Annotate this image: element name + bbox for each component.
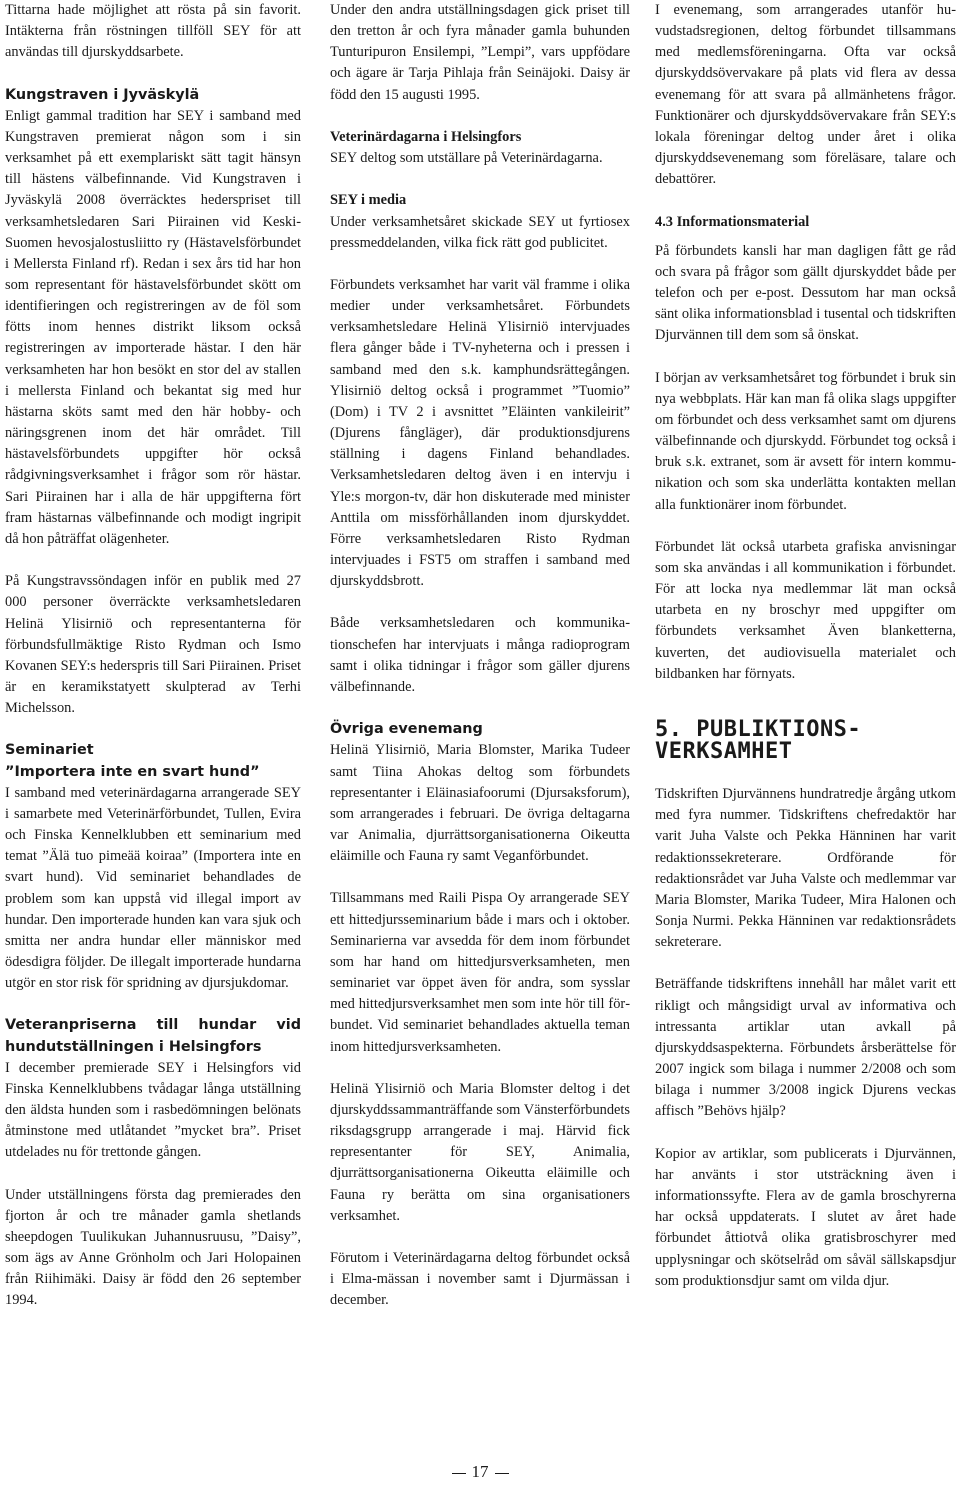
paragraph: På Kungstravssöndagen inför en publik med 27 000 personer överräckte verksamhetsledaren Helinä Ylisirniö och representanterna för förbundsfullmäktige Risto Rydman och Ismo Kovanen SEY:s hederspris till Sari Piirainen. Priset är en keramikstatyett skulpterad av Terhi Michelsson.	[5, 573, 301, 717]
section-subheading-seminariet: ”Importera inte en svart hund”	[5, 763, 260, 780]
column-2	[330, 0, 630, 1312]
paragraph: Tittarna hade möjlighet att rösta på sin favorit. Intäkterna från röstningen tillföll SEY för att användas till djurskyddsarbete.	[5, 2, 301, 61]
paragraph: Tidskriften Djurvännens hundratredje årgång utkom med fyra nummer. Tidskriftens chefredaktör har varit Juha Valste och Pekka Hänninen har varit redaktionssekreterare. Ordförande för redaktionsrådet var Juha Valste och medlemmar var Maria Blomster, Marika Tudeer, Mira Halonen och Sonja Nurmi. Pekka Hänninen var redaktionsrådets sekreterare.	[655, 786, 956, 951]
section-heading-veteranpriserna: Veteranpriserna till hundar vid hundutställningen i Helsingfors	[5, 1017, 301, 1055]
paragraph: I början av verksamhetsåret tog förbundet i bruk sin nya webbplats. Här kan man få olika slags uppgifter om förbundet och dess verksamhet samt om djurens välbefinnande och djurskydd. Förbundet tog också i bruk s.k. extranet, som är avsett för intern kommunikation och som ska underlätta kontakten mellan alla funktionärer inom förbundet.	[655, 369, 956, 513]
paragraph: På förbundets kansli har man dagligen fått ge råd och svara på frågor som gällt djurskyddet både per telefon och per e-post. Dessutom har man också sänt olika informationsblad i tusental och tidskriften Djurvännen till dem som så önskat.	[655, 242, 956, 344]
section-heading-media: SEY i media	[330, 192, 407, 209]
page-footer	[0, 1462, 960, 1482]
paragraph: Både verksamhetsledaren och kommunikationschefen har intervjuats i många radioprogram samt i olika tidningar i frågor som gäller djurens välbefinnande.	[330, 615, 630, 695]
paragraph: Helinä Ylisirniö och Maria Blomster deltog i det djurskyddssammanträffande som Vänsterförbundets riksdagsgrupp arrangerade i maj. Härvid fick representanter för SEY, Animalia, djurrättsorganisationerna Oikeutta eläimille och Fauna ry berätta om sina organisationers verksamhet.	[330, 1080, 631, 1224]
paragraph: Förbundet lät också utarbeta grafiska anvisningar som ska användas i all kommunikation i förbundet. För att locka nya medlemmar lät man också utarbeta en ny broschyr med uppgifter om förbundets verksamhet Även blanketterna, kuverten, det audiovisuella materialet och bildbanken har förnyats.	[655, 538, 956, 682]
section-heading-informationsmaterial: 4.3 Informationsmaterial	[655, 213, 810, 230]
column-1	[5, 0, 301, 1312]
paragraph: SEY deltog som utställare på Veterinärdagarna.	[330, 150, 603, 167]
paragraph: I samband med veterinärdagarna arrangerade SEY i samarbete med Veterinärförbundet, Tullen, Evira och Finska Kennelklubben ett seminarium med temat ”Älä tuo pimeää koiraa” (Importera inte en svart hund). Vid seminariet behandlades de problem som kan uppstå vid illegal import av hundar. Den importerade hunden kan vara sjuk och smitta ner andra hundar eller människor med ödesdigra följder. De illegalt importerade hundarna utgör en stor risk för spridning av djursjukdomar.	[5, 784, 301, 992]
paragraph: Beträffande tidskriftens innehåll har målet varit ett rikligt och mångsidigt urval av informativa och intressanta artiklar utan avkall på djurskyddsaspekterna. Förbundets årsberättelse för 2007 ingick som bilaga i nummer 2/2008 och som bilaga i nummer 3/2008 ingick Djurens veckas affisch ”Behövs hjälp?	[655, 976, 956, 1120]
paragraph: Under verksamhetsåret skickade SEY ut fyrtiosex pressmeddelanden, vilka fick rätt god publicitet.	[330, 213, 630, 251]
paragraph: Helinä Ylisirniö, Maria Blomster, Marika Tudeer samt Tiina Ahokas deltog som förbundets representanter i Eläinasiafoorumi (Djursaksforum), som arrangerades i februari. De övriga deltagarna var Animalia, djurrättsorganisationerna Oikeutta eläimille och Fauna ry samt Veganförbundet.	[330, 742, 630, 865]
paragraph: Under utställningens första dag premierades den fjorton år och tre månader gamla shetlands sheepdogen Tuulikukan Juhannusruusu, ”Daisy”, som ägs av Anne Grönholm och Jari Holopainen från Riihimäki. Daisy är född den 26 september 1994.	[5, 1186, 301, 1309]
column-3	[655, 0, 956, 1292]
paragraph: I evenemang, som arrangerades utanför huvudstadsregionen, deltog förbundet tillsammans med medlemsföreningarna. Ofta var också djurskyddsövervakare på plats vid flera av dessa evenemang för att svara på allmänhetens frågor. Funktionärer och djurskyddsövervakare från SEY:s lokala föreningar deltog under året i olika djurskyddsevenemang som föreläsare, talare och debattörer.	[655, 2, 956, 188]
section-heading-ovriga-evenemang: Övriga evenemang	[330, 721, 483, 738]
section-heading-veterinardagarna: Veterinärdagarna i Helsingfors	[330, 128, 522, 145]
paragraph: Enligt gammal tradition har SEY i samband med Kungstraven premierat någon som i sin verksamhet på ett exemplariskt sätt tagit hänsyn till hästens välbefinnande. Vid Kungstraven i Jyväskylä 2008 överräcktes hederspriset till verksamhetsledaren Sari Piirainen vid Keski-Suomen hevosjalostusliitto ry (Hästavelsförbundet i Mellersta Finland rf). Redan i sex års tid har hon som representant för hästavelsförbundet skött om identifieringen och registreringen av de föl som fötts inom hennes distrikt liksom också registreringen av importerade hästar. I den här verksamheten har hon besökt en stor del av stallen i mellersta Finland och bekantat sig med hur hästarna sköts samt med den här hobby- och näringsgrenen inom det här området. Till hästavelsförbundets uppgifter hör också rådgivningsverksamhet i frågor som rör hästar. Sari Piirainen har i alla de här uppgifterna fört fram hästarnas välbefinnande och modigt ingripit då hon påträffat olägenheter.	[5, 107, 301, 547]
section-heading-kungstraven: Kungstraven i Jyväskylä	[5, 86, 200, 103]
page-number: 17	[471, 1462, 489, 1481]
footer-dash-right	[495, 1473, 509, 1474]
paragraph: Förutom i Veterinärdagarna deltog förbundet också i Elma-mässan i november samt i Djurmässan i december.	[330, 1250, 630, 1309]
chapter-heading-publiktionsverksamhet: 5. PUBLIKTIONS- VERKSAMHET	[655, 716, 862, 764]
paragraph: Kopior av artiklar, som publicerats i Djurvännen, har använts i stor utsträckning även i informationssyfte. Flera av de gamla broschyrerna har också uppdaterats. I slutet av året hade förbundet åttiotvå olika gratisbroschyrer med upplysningar och skötselråd om såväl sällskapsdjur som produktionsdjur samt om vilda djur.	[655, 1145, 956, 1289]
section-heading-seminariet: Seminariet	[5, 742, 94, 759]
footer-dash-left	[452, 1473, 466, 1474]
paragraph: Under den andra utställningsdagen gick priset till den tretton år och fyra månader gamla buhunden Tunturipuron Ensilempi, ”Lempi”, vars uppfödare och ägare är Tarja Pihlaja från Seinäjoki. Daisy är född den 15 augusti 1995.	[330, 2, 630, 103]
paragraph: Förbundets verksamhet har varit väl framme i olika medier under verksamhetsåret. Förbundets verksamhetsledare Helinä Ylisirniö intervjuades flera gånger både i TV-nyheterna och i pressen i samband med den s.k. kamphundsrättegången. Ylisirniö deltog också i programmet ”Tuomio” (Dom) i TV 2 i avsnittet ”Eläinten vankileirit” (Djurens fångläger), där produktionsdjurens ställning i dagens Finland behandlades. Verksamhetsledaren deltog även i en intervju i Yle:s morgon-tv, där hon diskuterade med minister Anttila om missförhållanden inom djurskyddet. Förre verksamhetsledaren Risto Rydman intervjuades i FST5 om straffen i samband med djurskyddsbrott.	[330, 276, 630, 590]
paragraph: I december premierade SEY i Helsingfors vid Finska Kennelklubbens tvådagar långa utställning den äldsta hunden som i rasbedömningen belönats åtminstone med utlåtandet ”mycket bra”. Priset utdelades nu för trettonde gången.	[5, 1059, 301, 1161]
paragraph: Tillsammans med Raili Pispa Oy arrangerade SEY ett hittedjursseminarium både i mars och i oktober. Seminarierna var avsedda för dem inom förbundet som har hand om hittedjursverksamheten, men seminariet var öppet även för andra, som sysslar med hittedjursverksamhet men som inte hör till förbundet. Vid seminariet behandlades aktuella teman inom hittedjursverksamheten.	[330, 890, 630, 1055]
